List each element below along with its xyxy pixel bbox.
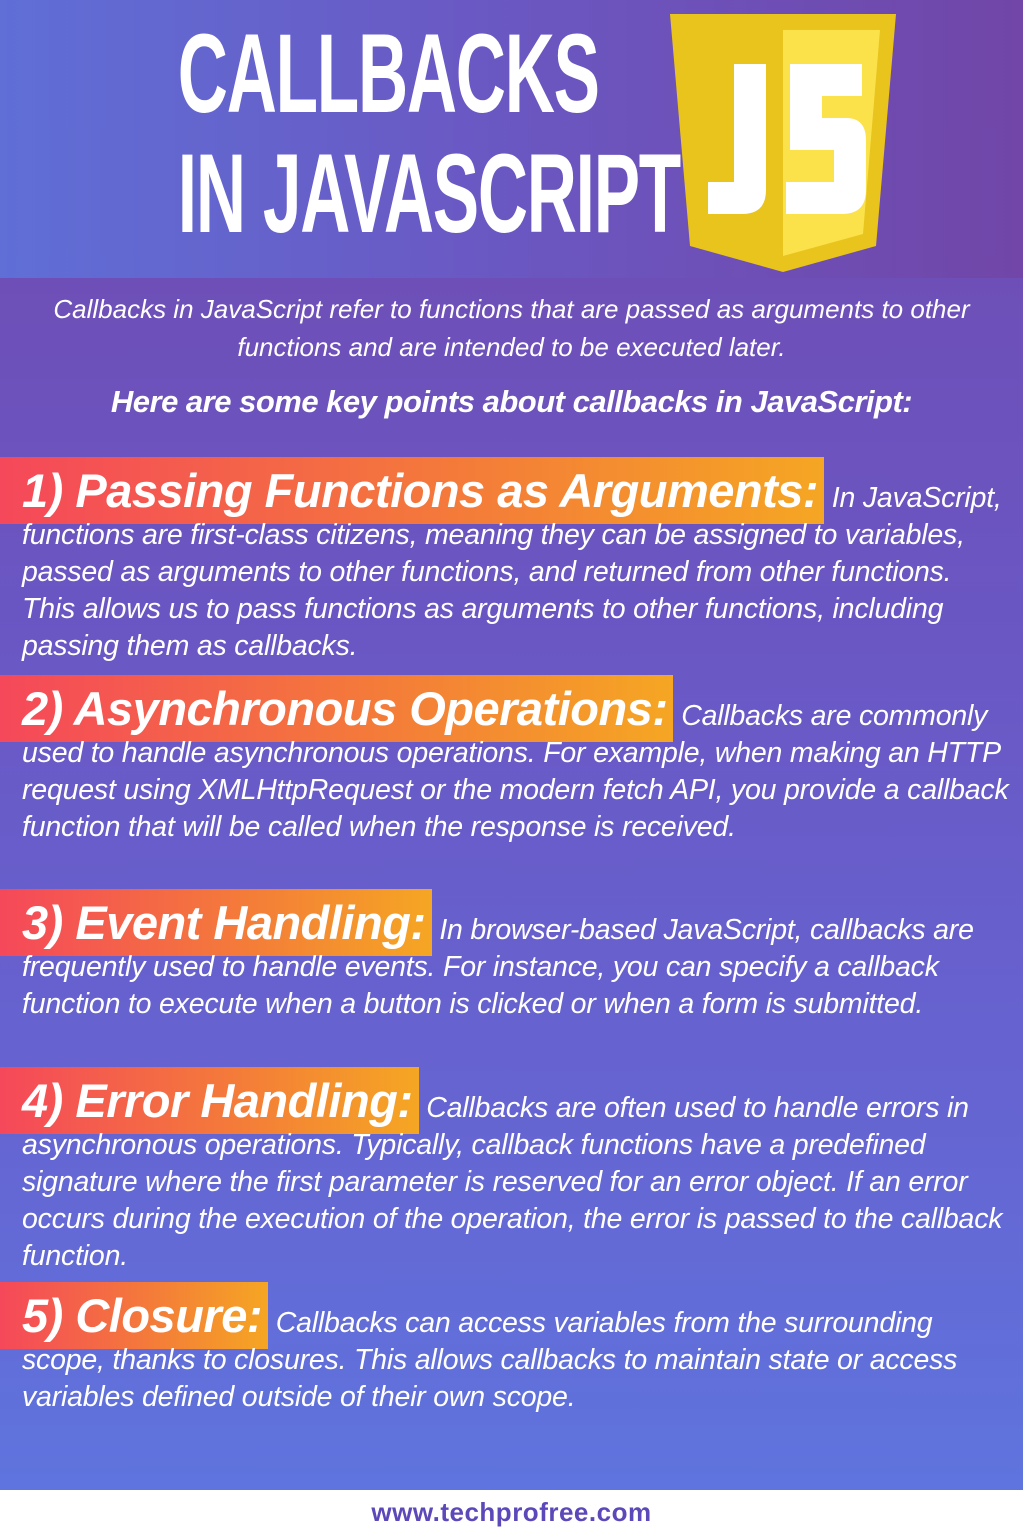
point-heading: 3) Event Handling: xyxy=(0,889,432,956)
point-body: Callbacks are commonly used to handle asynchronous operations. For example, when making an HTTP request using XMLHttpRequest or the modern fetch API, you provide a callback function that will be called when the response is received. xyxy=(22,700,1009,843)
page-title xyxy=(177,11,680,256)
footer-url[interactable]: www.techprofree.com xyxy=(0,1490,1023,1536)
javascript-shield-icon xyxy=(670,14,896,272)
point-item xyxy=(22,1074,1012,1275)
point-heading: 2) Asynchronous Operations: xyxy=(0,675,673,742)
point-heading: 4) Error Handling: xyxy=(0,1067,419,1134)
point-item xyxy=(22,1289,1012,1416)
header-banner xyxy=(0,0,1023,278)
point-item xyxy=(22,464,1012,665)
point-heading: 1) Passing Functions as Arguments: xyxy=(0,457,824,524)
point-body: In JavaScript, functions are first-class citizens, meaning they can be assigned to variables, passed as arguments to other functions, and returned from other functions. This allows us to pass functions as arguments to other functions, including passing them as callbacks. xyxy=(22,482,1002,662)
point-body: In browser-based JavaScript, callbacks are frequently used to handle events. For instance, you can specify a callback function to execute when a button is clicked or when a form is submitted. xyxy=(22,914,974,1020)
point-item xyxy=(22,682,1012,846)
key-points-heading: Here are some key points about callbacks in JavaScript: xyxy=(110,384,913,419)
intro-text: Callbacks in JavaScript refer to functions that are passed as arguments to other functions and are intended to be executed later. xyxy=(53,294,970,362)
point-body: Callbacks are often used to handle errors in asynchronous operations. Typically, callback functions have a predefined signature where the first parameter is reserved for an error object. If an error occurs during the execution of the operation, the error is passed to the callback function. xyxy=(22,1092,1003,1272)
title-line-2: IN JAVASCRIPT xyxy=(177,131,680,256)
point-item xyxy=(22,896,1012,1023)
title-line-1: CALLBACKS xyxy=(177,11,599,136)
point-heading: 5) Closure: xyxy=(0,1282,268,1349)
point-body: Callbacks can access variables from the surrounding scope, thanks to closures. This allows callbacks to maintain state or access variables defined outside of their own scope. xyxy=(22,1307,958,1413)
